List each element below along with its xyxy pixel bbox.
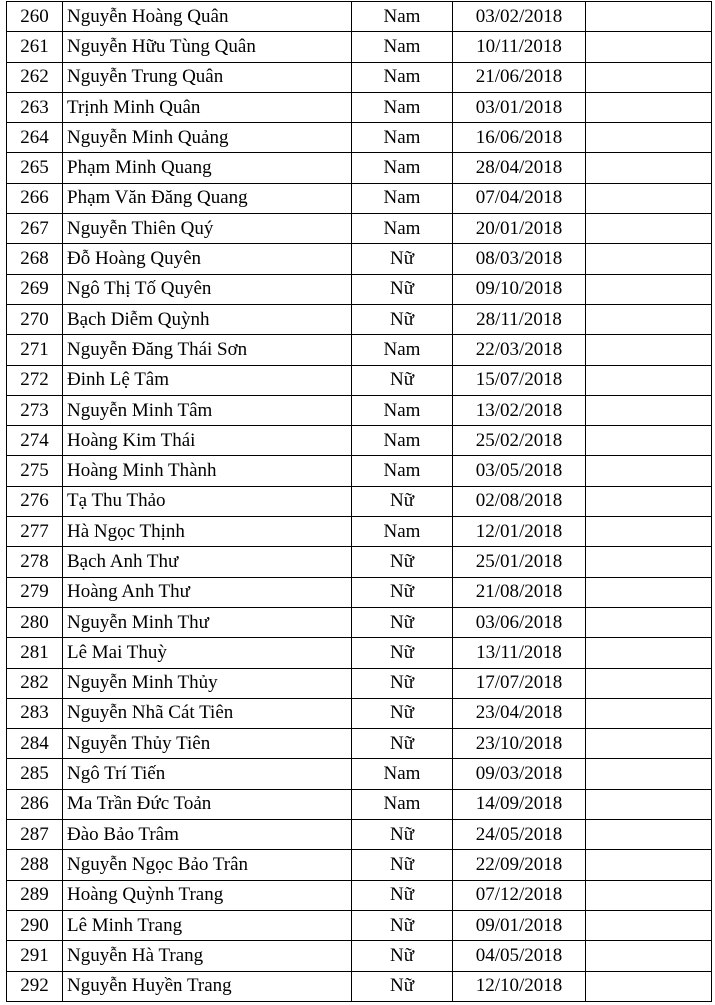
note-cell [586, 2, 712, 32]
table-row [7, 971, 712, 1001]
note-cell [586, 426, 712, 456]
student-name-cell: Tạ Thu Thảo [63, 486, 352, 516]
gender-cell: Nữ [352, 244, 453, 274]
row-number-cell: 270 [7, 304, 63, 334]
table-row [7, 153, 712, 183]
note-cell [586, 304, 712, 334]
date-of-birth-cell: 12/01/2018 [453, 517, 586, 547]
table-row [7, 456, 712, 486]
student-name-cell: Đào Bảo Trâm [63, 820, 352, 850]
date-of-birth-cell: 21/08/2018 [453, 577, 586, 607]
date-of-birth-cell: 09/01/2018 [453, 910, 586, 940]
table-row [7, 214, 712, 244]
gender-cell: Nữ [352, 941, 453, 971]
row-number-cell: 271 [7, 335, 63, 365]
row-number-cell: 283 [7, 698, 63, 728]
gender-cell: Nam [352, 153, 453, 183]
student-name-cell: Đinh Lệ Tâm [63, 365, 352, 395]
date-of-birth-cell: 23/10/2018 [453, 729, 586, 759]
date-of-birth-cell: 02/08/2018 [453, 486, 586, 516]
date-of-birth-cell: 24/05/2018 [453, 820, 586, 850]
gender-cell: Nam [352, 335, 453, 365]
student-name-cell: Nguyễn Hà Trang [63, 941, 352, 971]
note-cell [586, 517, 712, 547]
table-row [7, 123, 712, 153]
student-name-cell: Nguyễn Ngọc Bảo Trân [63, 850, 352, 880]
note-cell [586, 274, 712, 304]
row-number-cell: 262 [7, 62, 63, 92]
date-of-birth-cell: 17/07/2018 [453, 668, 586, 698]
date-of-birth-cell: 15/07/2018 [453, 365, 586, 395]
gender-cell: Nam [352, 32, 453, 62]
row-number-cell: 273 [7, 395, 63, 425]
student-name-cell: Trịnh Minh Quân [63, 92, 352, 122]
gender-cell: Nam [352, 214, 453, 244]
row-number-cell: 267 [7, 214, 63, 244]
date-of-birth-cell: 28/11/2018 [453, 304, 586, 334]
table-row [7, 304, 712, 334]
gender-cell: Nam [352, 123, 453, 153]
gender-cell: Nữ [352, 486, 453, 516]
gender-cell: Nữ [352, 668, 453, 698]
date-of-birth-cell: 07/04/2018 [453, 183, 586, 213]
table-row [7, 668, 712, 698]
note-cell [586, 850, 712, 880]
date-of-birth-cell: 08/03/2018 [453, 244, 586, 274]
date-of-birth-cell: 09/10/2018 [453, 274, 586, 304]
table-row [7, 941, 712, 971]
table-row [7, 62, 712, 92]
gender-cell: Nam [352, 759, 453, 789]
student-name-cell: Nguyễn Trung Quân [63, 62, 352, 92]
note-cell [586, 153, 712, 183]
row-number-cell: 266 [7, 183, 63, 213]
gender-cell: Nam [352, 517, 453, 547]
student-name-cell: Hoàng Minh Thành [63, 456, 352, 486]
row-number-cell: 280 [7, 607, 63, 637]
date-of-birth-cell: 12/10/2018 [453, 971, 586, 1001]
note-cell [586, 486, 712, 516]
table-row [7, 759, 712, 789]
table-row [7, 335, 712, 365]
note-cell [586, 910, 712, 940]
note-cell [586, 759, 712, 789]
row-number-cell: 269 [7, 274, 63, 304]
note-cell [586, 365, 712, 395]
date-of-birth-cell: 22/03/2018 [453, 335, 586, 365]
student-list-table [6, 1, 712, 1002]
gender-cell: Nam [352, 456, 453, 486]
table-row [7, 365, 712, 395]
row-number-cell: 261 [7, 32, 63, 62]
note-cell [586, 244, 712, 274]
table-row [7, 2, 712, 32]
student-name-cell: Nguyễn Thủy Tiên [63, 729, 352, 759]
student-name-cell: Nguyễn Minh Thư [63, 607, 352, 637]
table-row [7, 850, 712, 880]
row-number-cell: 277 [7, 517, 63, 547]
note-cell [586, 456, 712, 486]
gender-cell: Nữ [352, 577, 453, 607]
student-name-cell: Hoàng Kim Thái [63, 426, 352, 456]
date-of-birth-cell: 03/05/2018 [453, 456, 586, 486]
row-number-cell: 260 [7, 2, 63, 32]
student-name-cell: Bạch Diễm Quỳnh [63, 304, 352, 334]
table-row [7, 638, 712, 668]
student-name-cell: Nguyễn Huyền Trang [63, 971, 352, 1001]
table-row [7, 547, 712, 577]
gender-cell: Nữ [352, 729, 453, 759]
student-name-cell: Hoàng Anh Thư [63, 577, 352, 607]
row-number-cell: 281 [7, 638, 63, 668]
date-of-birth-cell: 14/09/2018 [453, 789, 586, 819]
note-cell [586, 729, 712, 759]
table-row [7, 274, 712, 304]
student-name-cell: Nguyễn Hữu Tùng Quân [63, 32, 352, 62]
student-name-cell: Ma Trần Đức Toản [63, 789, 352, 819]
table-row [7, 426, 712, 456]
table-row [7, 183, 712, 213]
note-cell [586, 820, 712, 850]
note-cell [586, 607, 712, 637]
gender-cell: Nam [352, 789, 453, 819]
gender-cell: Nữ [352, 365, 453, 395]
student-name-cell: Nguyễn Minh Thủy [63, 668, 352, 698]
row-number-cell: 275 [7, 456, 63, 486]
date-of-birth-cell: 03/06/2018 [453, 607, 586, 637]
gender-cell: Nữ [352, 304, 453, 334]
row-number-cell: 274 [7, 426, 63, 456]
row-number-cell: 291 [7, 941, 63, 971]
table-row [7, 820, 712, 850]
date-of-birth-cell: 20/01/2018 [453, 214, 586, 244]
note-cell [586, 32, 712, 62]
student-name-cell: Bạch Anh Thư [63, 547, 352, 577]
row-number-cell: 286 [7, 789, 63, 819]
gender-cell: Nữ [352, 607, 453, 637]
student-name-cell: Hoàng Quỳnh Trang [63, 880, 352, 910]
gender-cell: Nữ [352, 850, 453, 880]
gender-cell: Nữ [352, 880, 453, 910]
student-name-cell: Hà Ngọc Thịnh [63, 517, 352, 547]
note-cell [586, 547, 712, 577]
note-cell [586, 395, 712, 425]
row-number-cell: 285 [7, 759, 63, 789]
note-cell [586, 214, 712, 244]
student-name-cell: Ngô Trí Tiến [63, 759, 352, 789]
row-number-cell: 288 [7, 850, 63, 880]
date-of-birth-cell: 23/04/2018 [453, 698, 586, 728]
note-cell [586, 62, 712, 92]
table-row [7, 607, 712, 637]
table-row [7, 92, 712, 122]
row-number-cell: 263 [7, 92, 63, 122]
note-cell [586, 971, 712, 1001]
student-list-body [7, 2, 712, 1002]
student-name-cell: Phạm Minh Quang [63, 153, 352, 183]
date-of-birth-cell: 09/03/2018 [453, 759, 586, 789]
gender-cell: Nam [352, 62, 453, 92]
note-cell [586, 668, 712, 698]
row-number-cell: 268 [7, 244, 63, 274]
student-name-cell: Ngô Thị Tố Quyên [63, 274, 352, 304]
table-row [7, 880, 712, 910]
row-number-cell: 278 [7, 547, 63, 577]
date-of-birth-cell: 28/04/2018 [453, 153, 586, 183]
date-of-birth-cell: 25/02/2018 [453, 426, 586, 456]
student-name-cell: Nguyễn Minh Tâm [63, 395, 352, 425]
gender-cell: Nam [352, 395, 453, 425]
table-row [7, 32, 712, 62]
note-cell [586, 789, 712, 819]
table-row [7, 577, 712, 607]
row-number-cell: 272 [7, 365, 63, 395]
date-of-birth-cell: 07/12/2018 [453, 880, 586, 910]
note-cell [586, 880, 712, 910]
gender-cell: Nam [352, 183, 453, 213]
gender-cell: Nam [352, 92, 453, 122]
date-of-birth-cell: 10/11/2018 [453, 32, 586, 62]
student-name-cell: Nguyễn Minh Quảng [63, 123, 352, 153]
student-name-cell: Nguyễn Thiên Quý [63, 214, 352, 244]
row-number-cell: 292 [7, 971, 63, 1001]
date-of-birth-cell: 13/02/2018 [453, 395, 586, 425]
student-name-cell: Đỗ Hoàng Quyên [63, 244, 352, 274]
table-row [7, 698, 712, 728]
date-of-birth-cell: 04/05/2018 [453, 941, 586, 971]
gender-cell: Nữ [352, 698, 453, 728]
student-name-cell: Nguyễn Hoàng Quân [63, 2, 352, 32]
row-number-cell: 264 [7, 123, 63, 153]
student-name-cell: Nguyễn Nhã Cát Tiên [63, 698, 352, 728]
date-of-birth-cell: 03/02/2018 [453, 2, 586, 32]
student-name-cell: Lê Mai Thuỳ [63, 638, 352, 668]
row-number-cell: 284 [7, 729, 63, 759]
student-name-cell: Nguyễn Đăng Thái Sơn [63, 335, 352, 365]
gender-cell: Nữ [352, 820, 453, 850]
row-number-cell: 282 [7, 668, 63, 698]
date-of-birth-cell: 22/09/2018 [453, 850, 586, 880]
table-row [7, 244, 712, 274]
gender-cell: Nữ [352, 971, 453, 1001]
date-of-birth-cell: 21/06/2018 [453, 62, 586, 92]
note-cell [586, 183, 712, 213]
note-cell [586, 123, 712, 153]
table-row [7, 395, 712, 425]
note-cell [586, 92, 712, 122]
date-of-birth-cell: 03/01/2018 [453, 92, 586, 122]
gender-cell: Nam [352, 426, 453, 456]
table-row [7, 910, 712, 940]
note-cell [586, 638, 712, 668]
row-number-cell: 290 [7, 910, 63, 940]
note-cell [586, 335, 712, 365]
student-name-cell: Phạm Văn Đăng Quang [63, 183, 352, 213]
row-number-cell: 289 [7, 880, 63, 910]
note-cell [586, 698, 712, 728]
table-row [7, 486, 712, 516]
row-number-cell: 265 [7, 153, 63, 183]
date-of-birth-cell: 16/06/2018 [453, 123, 586, 153]
row-number-cell: 276 [7, 486, 63, 516]
gender-cell: Nam [352, 2, 453, 32]
note-cell [586, 941, 712, 971]
date-of-birth-cell: 25/01/2018 [453, 547, 586, 577]
row-number-cell: 287 [7, 820, 63, 850]
student-name-cell: Lê Minh Trang [63, 910, 352, 940]
date-of-birth-cell: 13/11/2018 [453, 638, 586, 668]
table-row [7, 729, 712, 759]
gender-cell: Nữ [352, 547, 453, 577]
gender-cell: Nữ [352, 638, 453, 668]
note-cell [586, 577, 712, 607]
table-row [7, 789, 712, 819]
table-row [7, 517, 712, 547]
gender-cell: Nữ [352, 274, 453, 304]
gender-cell: Nữ [352, 910, 453, 940]
row-number-cell: 279 [7, 577, 63, 607]
